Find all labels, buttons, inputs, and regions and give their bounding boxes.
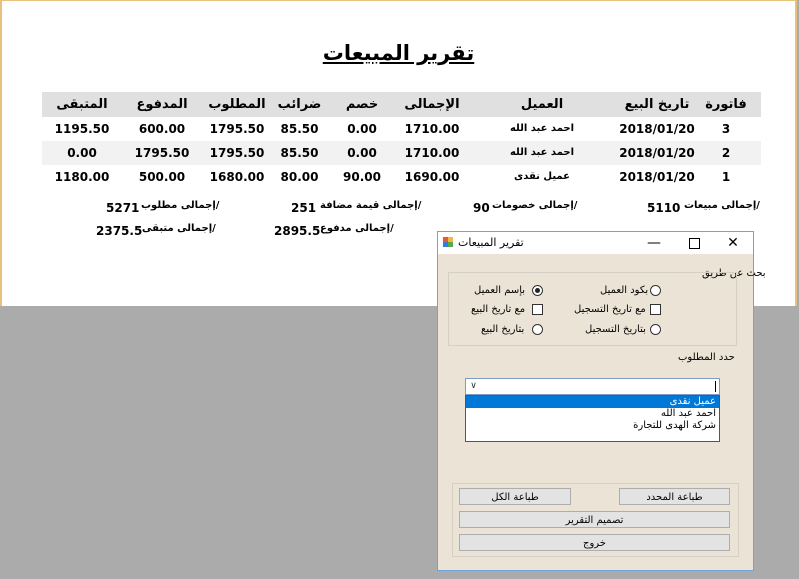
cell-sale-date: 2018/01/20 (619, 122, 695, 136)
cell-customer: احمد عبد الله (509, 123, 575, 134)
table-row (42, 165, 761, 189)
with-sale-date-checkbox[interactable] (532, 304, 543, 315)
cell-tax: 85.50 (280, 146, 319, 160)
cell-required: 1795.50 (209, 122, 265, 136)
cell-total: 1690.00 (404, 170, 460, 184)
cell-discount: 0.00 (347, 122, 377, 136)
summary-total-remaining-label: إجمالى متبقى/ (142, 223, 216, 234)
maximize-icon (689, 238, 700, 249)
cell-remaining: 1180.00 (54, 170, 110, 184)
by-sale-date-label: بتاريخ البيع (481, 324, 525, 335)
cell-invoice: 1 (721, 170, 731, 184)
cell-customer: عميل نقدى (514, 171, 570, 182)
print-selected-button[interactable]: طباعة المحدد (619, 488, 730, 505)
list-item[interactable]: عميل نقدى (466, 396, 719, 408)
list-item[interactable]: شركة الهدى للتجارة (633, 420, 716, 431)
cell-tax: 85.50 (280, 122, 319, 136)
list-item[interactable]: احمد عبد الله (660, 408, 716, 419)
with-reg-date-checkbox[interactable] (650, 304, 661, 315)
cell-paid: 600.00 (138, 122, 186, 136)
by-name-label: بإسم العميل (474, 285, 526, 296)
summary-total-sales-label: إجمالى مبيعات/ (684, 200, 760, 211)
summary-total-paid-value: 2895.5 (274, 224, 321, 238)
cell-total: 1710.00 (404, 122, 460, 136)
with-reg-date-label: مع تاريخ التسجيل (574, 304, 646, 315)
by-code-label: بكود العميل (600, 285, 649, 296)
summary-total-vat-label: إجمالى قيمة مضافة/ (320, 200, 422, 211)
cell-sale-date: 2018/01/20 (619, 146, 695, 160)
customer-dropdown-list (465, 395, 720, 442)
close-icon: ✕ (727, 235, 739, 251)
by-reg-date-radio[interactable] (650, 324, 661, 335)
exit-button[interactable]: خروج (459, 534, 730, 551)
dialog-titlebar[interactable] (438, 232, 753, 254)
summary-total-required-value: 5271 (106, 201, 140, 215)
dialog-title: تقرير المبيعات (458, 236, 524, 249)
chevron-down-icon[interactable]: ∨ (470, 381, 477, 391)
summary-total-remaining-value: 2375.5 (96, 224, 143, 238)
table-header (42, 92, 761, 117)
text-cursor (715, 381, 716, 392)
summary-total-vat-value: 251 (291, 201, 317, 215)
minimize-button[interactable] (634, 232, 674, 254)
col-required: المطلوب (208, 97, 266, 112)
table-row (42, 117, 761, 141)
col-customer: العميل (520, 97, 564, 112)
cell-discount: 0.00 (347, 146, 377, 160)
design-report-button[interactable]: تصميم التقرير (459, 511, 730, 528)
col-discount: خصم (345, 97, 379, 112)
select-required-label: حدد المطلوب (678, 352, 735, 363)
cell-total: 1710.00 (404, 146, 460, 160)
report-title: تقرير المبيعات (322, 41, 475, 65)
cell-invoice: 2 (721, 146, 731, 160)
cell-required: 1795.50 (209, 146, 265, 160)
search-by-label: بحث عن طريق (702, 268, 766, 279)
cell-remaining: 1195.50 (54, 122, 110, 136)
by-sale-date-radio[interactable] (532, 324, 543, 335)
sales-report-dialog (437, 231, 766, 571)
col-invoice: فاتورة (705, 97, 747, 112)
cell-tax: 80.00 (280, 170, 319, 184)
cell-required: 1680.00 (209, 170, 265, 184)
close-button[interactable] (713, 232, 753, 254)
cell-paid: 500.00 (138, 170, 186, 184)
col-tax: ضرائب (277, 97, 322, 112)
by-code-radio[interactable] (650, 285, 661, 296)
col-remaining: المتبقى (56, 97, 108, 112)
summary-total-paid-label: إجمالى مدفوع/ (320, 223, 394, 234)
summary-total-discounts-label: إجمالى خصومات/ (492, 200, 578, 211)
cell-sale-date: 2018/01/20 (619, 170, 695, 184)
cell-customer: احمد عبد الله (509, 147, 575, 158)
table-row (42, 141, 761, 165)
summary-total-discounts-value: 90 (473, 201, 490, 215)
cell-invoice: 3 (721, 122, 731, 136)
maximize-button[interactable] (674, 232, 714, 254)
summary-total-required-label: إجمالى مطلوب/ (141, 200, 220, 211)
col-total: الإجمالى (404, 97, 460, 112)
print-all-button[interactable]: طباعة الكل (459, 488, 571, 505)
col-sale-date: تاريخ البيع (624, 97, 690, 112)
by-reg-date-label: بتاريخ التسجيل (585, 324, 646, 335)
cell-paid: 1795.50 (134, 146, 190, 160)
minimize-icon: — (647, 235, 661, 251)
summary-total-sales-value: 5110 (647, 201, 681, 215)
cell-remaining: 0.00 (67, 146, 97, 160)
by-name-radio[interactable] (532, 285, 543, 296)
with-sale-date-label: مع تاريخ البيع (471, 304, 526, 315)
cell-discount: 90.00 (343, 170, 381, 184)
col-paid: المدفوع (136, 97, 188, 112)
app-icon (442, 236, 454, 248)
customer-combobox[interactable] (465, 378, 720, 395)
